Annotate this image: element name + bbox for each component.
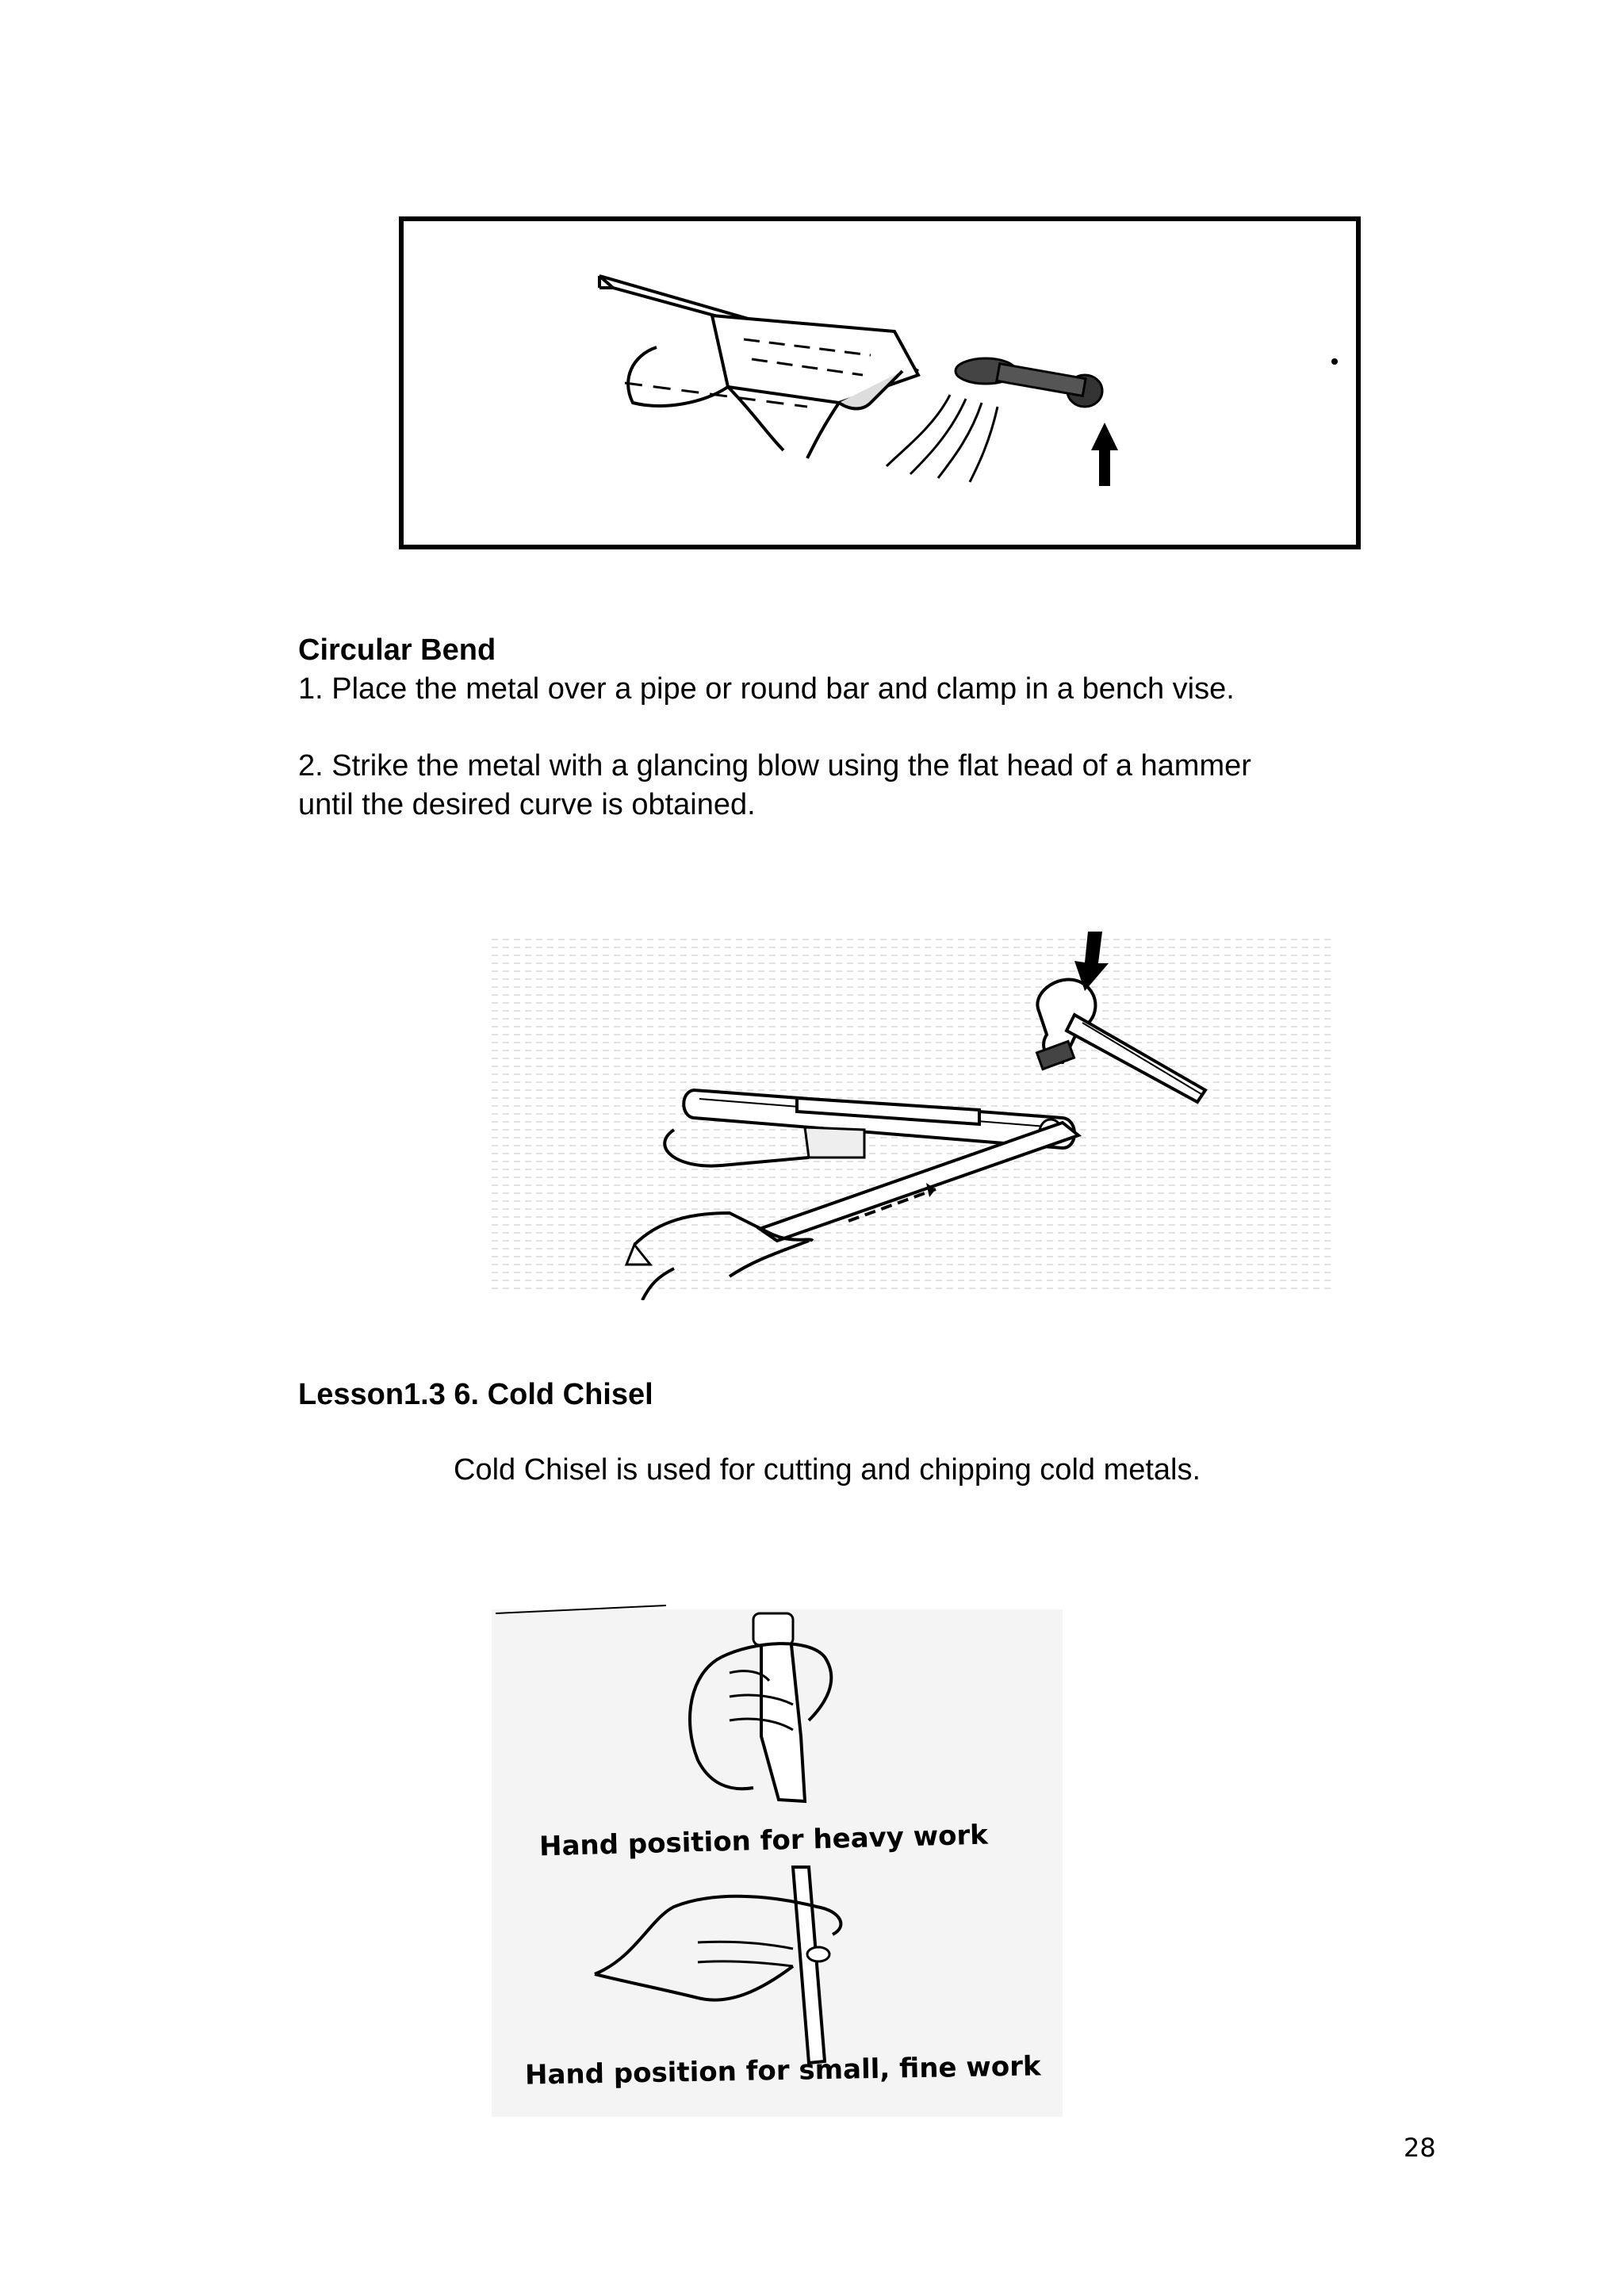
caption-fine-work: Hand position for small, fine work <box>524 2050 1041 2091</box>
step-2-text-line1: 2. Strike the metal with a glancing blow using the flat head of a hammer <box>298 749 1251 783</box>
step-2-text-line2: until the desired curve is obtained. <box>298 788 756 821</box>
lesson-heading-cold-chisel: Lesson1.3 6. Cold Chisel <box>298 1378 653 1411</box>
caption-heavy-work: Hand position for heavy work <box>538 1819 989 1863</box>
figure-circular-bend-illustration <box>492 928 1332 1300</box>
section-heading-circular-bend: Circular Bend <box>298 633 496 667</box>
figure-vise-bend-illustration <box>395 212 1366 553</box>
step-1-text: 1. Place the metal over a pipe or round bar and clamp in a bench vise. <box>298 672 1235 706</box>
lesson-description: Cold Chisel is used for cutting and chipping cold metals. <box>454 1453 1201 1487</box>
page-number: 28 <box>1404 2133 1436 2163</box>
